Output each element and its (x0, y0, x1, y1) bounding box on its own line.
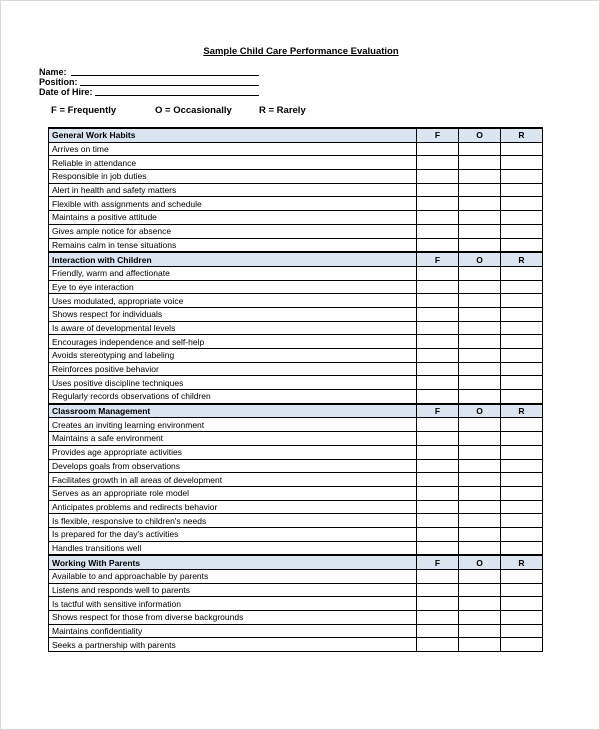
date-of-hire-field[interactable] (95, 95, 259, 96)
rating-cell-o[interactable] (459, 624, 501, 638)
table-row (49, 597, 543, 611)
rating-cell-r[interactable] (501, 335, 543, 349)
rating-cell-r[interactable] (501, 170, 543, 184)
criterion-label: Shows respect for those from diverse backgrounds (49, 611, 417, 625)
rating-cell-f[interactable] (417, 321, 459, 335)
rating-cell-r[interactable] (501, 294, 543, 308)
rating-cell-o[interactable] (459, 486, 501, 500)
table-row (49, 280, 543, 294)
rating-cell-f[interactable] (417, 335, 459, 349)
rating-cell-f[interactable] (417, 432, 459, 446)
criterion-label: Available to and approachable by parents (49, 570, 417, 584)
rating-cell-o[interactable] (459, 307, 501, 321)
rating-cell-r[interactable] (501, 238, 543, 252)
rating-cell-f[interactable] (417, 349, 459, 363)
rating-cell-o[interactable] (459, 142, 501, 156)
rating-cell-r[interactable] (501, 349, 543, 363)
criterion-label: Serves as an appropriate role model (49, 486, 417, 500)
rating-cell-r[interactable] (501, 486, 543, 500)
table-row (49, 362, 543, 376)
criterion-label: Arrives on time (49, 142, 417, 156)
rating-cell-r[interactable] (501, 418, 543, 432)
criterion-label: Is prepared for the day's activities (49, 527, 417, 541)
criterion-label: Provides age appropriate activities (49, 445, 417, 459)
table-row (49, 238, 543, 252)
section-heading: General Work Habits (49, 128, 417, 142)
rating-cell-r[interactable] (501, 611, 543, 625)
rating-cell-o[interactable] (459, 473, 501, 487)
table-row (49, 376, 543, 390)
table-row (49, 611, 543, 625)
criterion-label: Listens and responds well to parents (49, 583, 417, 597)
table-row (49, 570, 543, 584)
rating-cell-r[interactable] (501, 445, 543, 459)
rating-cell-f[interactable] (417, 473, 459, 487)
rating-cell-r[interactable] (501, 390, 543, 404)
rating-cell-r[interactable] (501, 624, 543, 638)
rating-cell-r[interactable] (501, 583, 543, 597)
rating-cell-r[interactable] (501, 142, 543, 156)
rating-cell-r[interactable] (501, 197, 543, 211)
criterion-label: Facilitates growth in all areas of development (49, 473, 417, 487)
table-row (49, 266, 543, 280)
rating-cell-f[interactable] (417, 280, 459, 294)
name-label: Name: (39, 67, 67, 77)
page-title: Sample Child Care Performance Evaluation (203, 46, 399, 57)
rating-cell-o[interactable] (459, 432, 501, 446)
column-header-f: F (417, 404, 459, 418)
rating-cell-f[interactable] (417, 197, 459, 211)
table-row (49, 349, 543, 363)
section-heading: Working With Parents (49, 555, 417, 569)
table-row (49, 473, 543, 487)
rating-cell-f[interactable] (417, 307, 459, 321)
rating-cell-r[interactable] (501, 280, 543, 294)
rating-cell-r[interactable] (501, 432, 543, 446)
rating-cell-f[interactable] (417, 266, 459, 280)
criterion-label: Gives ample notice for absence (49, 224, 417, 238)
table-row (49, 335, 543, 349)
criterion-label: Is aware of developmental levels (49, 321, 417, 335)
rating-cell-r[interactable] (501, 500, 543, 514)
table-row (49, 142, 543, 156)
rating-cell-r[interactable] (501, 541, 543, 555)
rating-cell-r[interactable] (501, 638, 543, 652)
table-row (49, 197, 543, 211)
rating-cell-r[interactable] (501, 459, 543, 473)
section-heading: Classroom Management (49, 404, 417, 418)
table-row (49, 500, 543, 514)
rating-cell-o[interactable] (459, 349, 501, 363)
rating-cell-o[interactable] (459, 611, 501, 625)
rating-cell-f[interactable] (417, 376, 459, 390)
table-row (49, 170, 543, 184)
criterion-label: Anticipates problems and redirects behavior (49, 500, 417, 514)
criterion-label: Regularly records observations of children (49, 390, 417, 404)
criterion-label: Develops goals from observations (49, 459, 417, 473)
rating-cell-f[interactable] (417, 294, 459, 308)
section-header (49, 555, 543, 569)
column-header-o: O (459, 128, 501, 142)
rating-cell-o[interactable] (459, 170, 501, 184)
column-header-r: R (501, 128, 543, 142)
rating-cell-f[interactable] (417, 390, 459, 404)
rating-cell-f[interactable] (417, 638, 459, 652)
rating-cell-f[interactable] (417, 597, 459, 611)
rating-cell-f[interactable] (417, 156, 459, 170)
rating-cell-f[interactable] (417, 418, 459, 432)
rating-cell-f[interactable] (417, 624, 459, 638)
rating-cell-o[interactable] (459, 294, 501, 308)
rating-cell-f[interactable] (417, 570, 459, 584)
rating-cell-f[interactable] (417, 500, 459, 514)
table-row (49, 445, 543, 459)
rating-cell-o[interactable] (459, 597, 501, 611)
column-header-o: O (459, 555, 501, 569)
column-header-f: F (417, 128, 459, 142)
table-row (49, 211, 543, 225)
criterion-label: Eye to eye interaction (49, 280, 417, 294)
rating-cell-r[interactable] (501, 156, 543, 170)
rating-cell-f[interactable] (417, 362, 459, 376)
table-row (49, 390, 543, 404)
rating-cell-o[interactable] (459, 280, 501, 294)
rating-cell-r[interactable] (501, 570, 543, 584)
table-row (49, 486, 543, 500)
rating-cell-r[interactable] (501, 321, 543, 335)
rating-cell-f[interactable] (417, 211, 459, 225)
table-row (49, 294, 543, 308)
rating-cell-f[interactable] (417, 224, 459, 238)
criterion-label: Uses modulated, appropriate voice (49, 294, 417, 308)
rating-cell-o[interactable] (459, 500, 501, 514)
criterion-label: Reliable in attendance (49, 156, 417, 170)
rating-cell-f[interactable] (417, 170, 459, 184)
rating-cell-o[interactable] (459, 224, 501, 238)
rating-cell-o[interactable] (459, 445, 501, 459)
table-row (49, 541, 543, 555)
criterion-label: Handles transitions well (49, 541, 417, 555)
section-header (49, 128, 543, 142)
rating-cell-r[interactable] (501, 473, 543, 487)
rating-cell-f[interactable] (417, 611, 459, 625)
criterion-label: Avoids stereotyping and labeling (49, 349, 417, 363)
rating-cell-f[interactable] (417, 445, 459, 459)
date-of-hire-label: Date of Hire: (39, 87, 93, 97)
rating-cell-o[interactable] (459, 418, 501, 432)
position-label: Position: (39, 77, 78, 87)
criterion-label: Maintains a positive attitude (49, 211, 417, 225)
rating-cell-o[interactable] (459, 583, 501, 597)
rating-cell-f[interactable] (417, 238, 459, 252)
section-header (49, 252, 543, 266)
criterion-label: Creates an inviting learning environment (49, 418, 417, 432)
name-field[interactable] (71, 75, 259, 76)
rating-cell-r[interactable] (501, 597, 543, 611)
rating-cell-f[interactable] (417, 183, 459, 197)
rating-cell-r[interactable] (501, 527, 543, 541)
rating-cell-r[interactable] (501, 307, 543, 321)
rating-cell-o[interactable] (459, 390, 501, 404)
rating-cell-r[interactable] (501, 183, 543, 197)
rating-cell-o[interactable] (459, 238, 501, 252)
rating-cell-r[interactable] (501, 211, 543, 225)
rating-cell-r[interactable] (501, 362, 543, 376)
column-header-r: R (501, 404, 543, 418)
section-header (49, 404, 543, 418)
table-row (49, 638, 543, 652)
criterion-label: Responsible in job duties (49, 170, 417, 184)
column-header-r: R (501, 555, 543, 569)
criterion-label: Friendly, warm and affectionate (49, 266, 417, 280)
rating-cell-o[interactable] (459, 514, 501, 528)
criterion-label: Is flexible, responsive to children's needs (49, 514, 417, 528)
rating-cell-o[interactable] (459, 211, 501, 225)
criterion-label: Uses positive discipline techniques (49, 376, 417, 390)
rating-cell-f[interactable] (417, 583, 459, 597)
rating-cell-o[interactable] (459, 541, 501, 555)
criterion-label: Is tactful with sensitive information (49, 597, 417, 611)
criterion-label: Alert in health and safety matters (49, 183, 417, 197)
criterion-label: Reinforces positive behavior (49, 362, 417, 376)
rating-cell-r[interactable] (501, 376, 543, 390)
rating-cell-o[interactable] (459, 459, 501, 473)
position-field[interactable] (80, 85, 259, 86)
rating-cell-o[interactable] (459, 321, 501, 335)
rating-cell-r[interactable] (501, 514, 543, 528)
table-row (49, 307, 543, 321)
rating-cell-f[interactable] (417, 459, 459, 473)
table-row (49, 418, 543, 432)
rating-cell-o[interactable] (459, 570, 501, 584)
table-row (49, 514, 543, 528)
table-row (49, 459, 543, 473)
rating-cell-o[interactable] (459, 183, 501, 197)
criterion-label: Maintains a safe environment (49, 432, 417, 446)
table-row (49, 183, 543, 197)
rating-cell-o[interactable] (459, 638, 501, 652)
table-row (49, 624, 543, 638)
table-row (49, 432, 543, 446)
column-header-f: F (417, 555, 459, 569)
rating-cell-f[interactable] (417, 142, 459, 156)
rating-cell-f[interactable] (417, 527, 459, 541)
table-row (49, 224, 543, 238)
column-header-r: R (501, 252, 543, 266)
rating-cell-f[interactable] (417, 514, 459, 528)
evaluation-table (48, 127, 543, 652)
table-row (49, 156, 543, 170)
rating-cell-o[interactable] (459, 156, 501, 170)
criterion-label: Maintains confidentiality (49, 624, 417, 638)
rating-cell-o[interactable] (459, 335, 501, 349)
rating-cell-f[interactable] (417, 541, 459, 555)
table-row (49, 321, 543, 335)
column-header-f: F (417, 252, 459, 266)
criterion-label: Remains calm in tense situations (49, 238, 417, 252)
rating-cell-r[interactable] (501, 224, 543, 238)
section-heading: Interaction with Children (49, 252, 417, 266)
rating-cell-r[interactable] (501, 266, 543, 280)
rating-cell-o[interactable] (459, 362, 501, 376)
legend-frequently: F = Frequently (51, 105, 117, 116)
criterion-label: Shows respect for individuals (49, 307, 417, 321)
table-row (49, 527, 543, 541)
criterion-label: Encourages independence and self-help (49, 335, 417, 349)
rating-cell-o[interactable] (459, 197, 501, 211)
criterion-label: Seeks a partnership with parents (49, 638, 417, 652)
rating-cell-o[interactable] (459, 376, 501, 390)
column-header-o: O (459, 252, 501, 266)
rating-cell-f[interactable] (417, 486, 459, 500)
column-header-o: O (459, 404, 501, 418)
rating-cell-o[interactable] (459, 527, 501, 541)
legend-occasionally: O = Occasionally (155, 105, 232, 116)
legend-rarely: R = Rarely (259, 105, 306, 116)
criterion-label: Flexible with assignments and schedule (49, 197, 417, 211)
rating-cell-o[interactable] (459, 266, 501, 280)
table-row (49, 583, 543, 597)
